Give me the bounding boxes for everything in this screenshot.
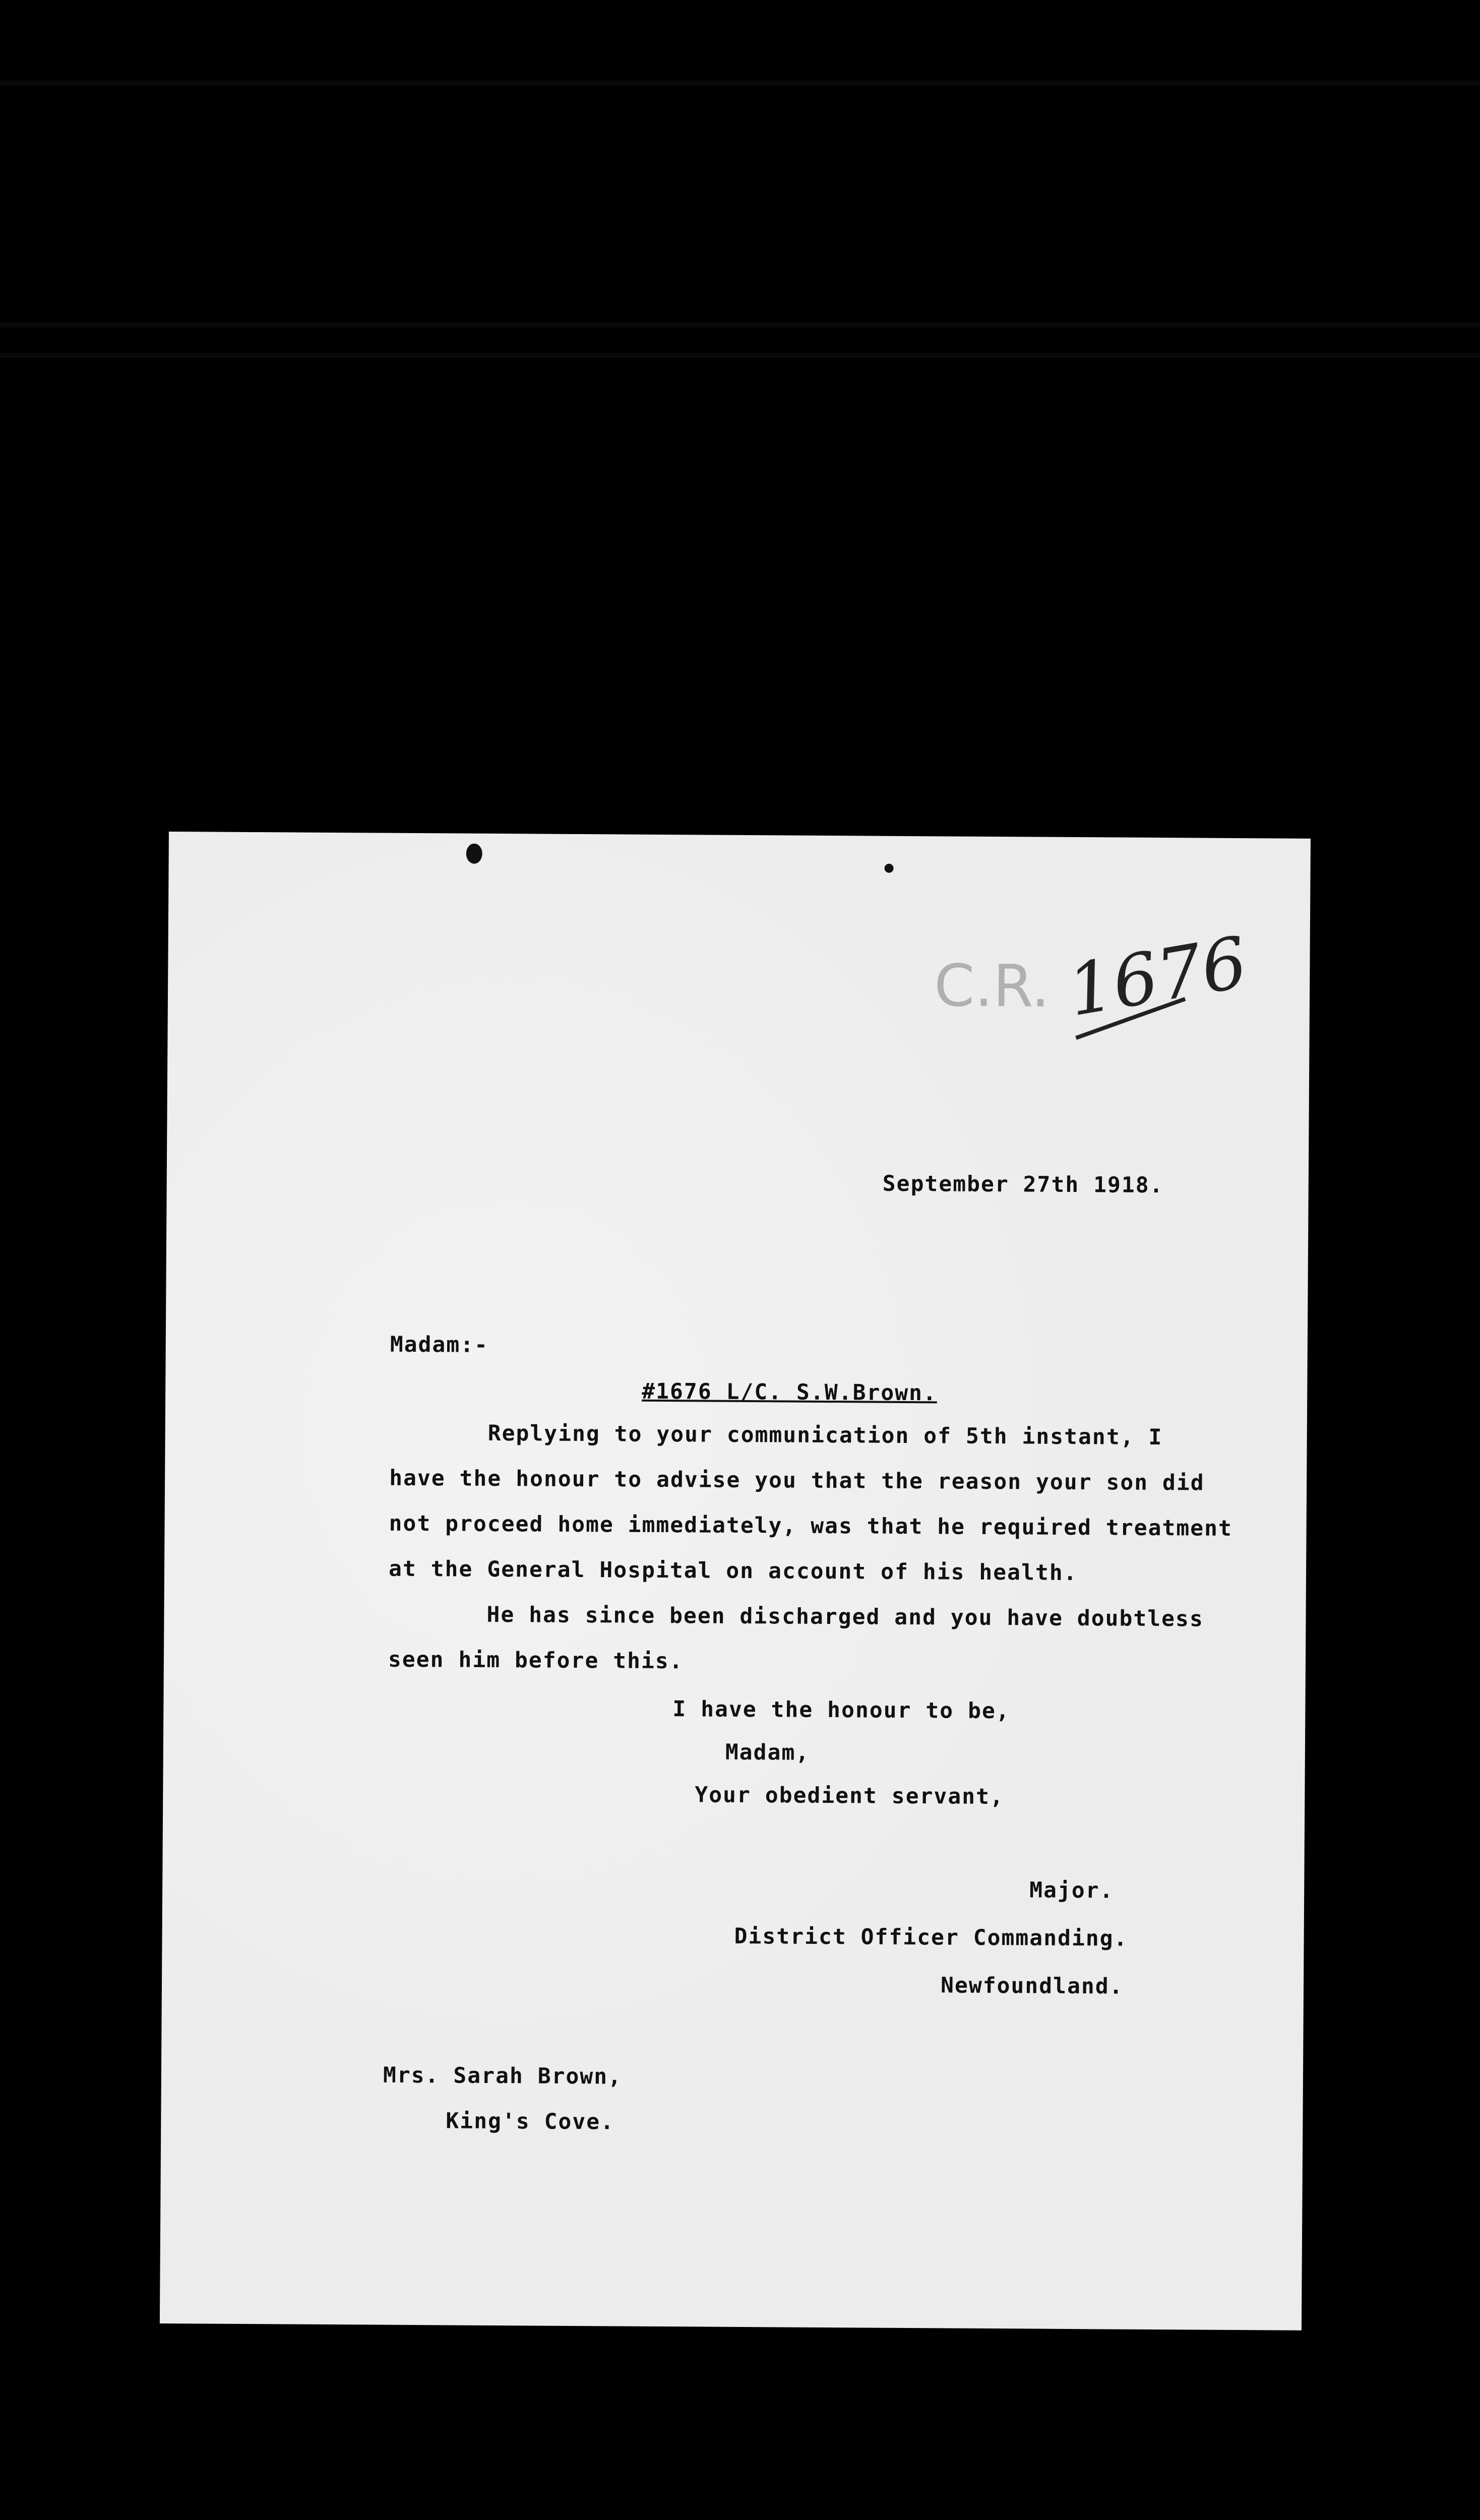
body-line: not proceed home immediately, was that he required treatment <box>389 1510 1233 1541</box>
scan-streak <box>0 81 1480 86</box>
letter-subject: #1676 L/C. S.W.Brown. <box>642 1378 938 1406</box>
punch-hole <box>885 864 894 873</box>
closing-line: Madam, <box>725 1739 810 1766</box>
file-stamp-prefix: C.R. <box>934 952 1050 1021</box>
letter-date: September 27th 1918. <box>882 1171 1164 1199</box>
signature-rank: Major. <box>1029 1877 1114 1904</box>
file-stamp-number: 1676 <box>1062 921 1253 1033</box>
addressee-place: King's Cove. <box>446 2108 615 2135</box>
salutation: Madam:- <box>390 1332 489 1358</box>
addressee-name: Mrs. Sarah Brown, <box>383 2062 623 2090</box>
staple-hole <box>466 844 482 864</box>
letter-page <box>160 832 1311 2330</box>
signature-title: District Officer Commanding. <box>734 1923 1128 1951</box>
body-line: Replying to your communication of 5th instant, I <box>487 1420 1163 1451</box>
scan-streak <box>0 323 1480 328</box>
body-line: have the honour to advise you that the reason your son did <box>389 1465 1205 1496</box>
closing-line: Your obedient servant, <box>695 1782 1005 1810</box>
signature-location: Newfoundland. <box>940 1973 1124 1999</box>
scan-streak <box>0 353 1480 358</box>
closing-line: I have the honour to be, <box>672 1696 1010 1724</box>
body-line: seen him before this. <box>388 1647 684 1674</box>
body-line: He has since been discharged and you have doubtless <box>486 1602 1204 1632</box>
body-line: at the General Hospital on account of his health. <box>388 1556 1078 1586</box>
